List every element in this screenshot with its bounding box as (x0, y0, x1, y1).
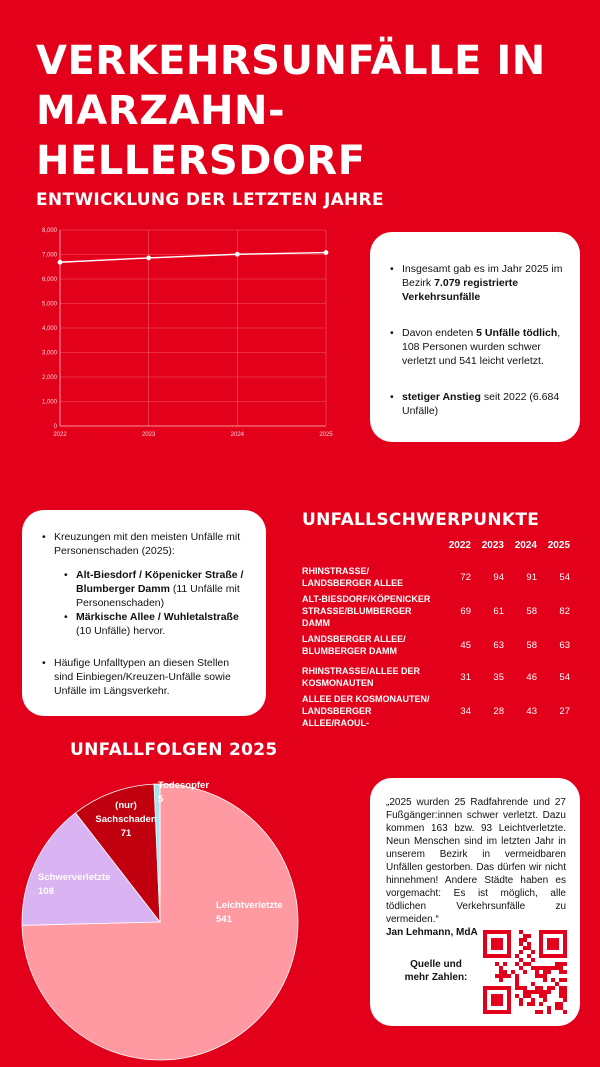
crossings-intro: • Kreuzungen mit den meisten Unfälle mit Personenschaden (2025): (42, 530, 248, 558)
y-tick-label: 7,000 (41, 252, 57, 259)
series-line (60, 253, 326, 263)
crossings-note: • Häufige Unfalltypen an diesen Stellen sind Einbiegen/Kreuzen-Unfälle sowie Unfälle im Längsverkehr. (42, 656, 248, 698)
y-tick-label: 5,000 (41, 301, 57, 308)
crossings-card (22, 510, 266, 716)
y-tick-label: 8,000 (41, 228, 57, 234)
qr-code-icon[interactable] (483, 930, 567, 1014)
crossing-item: • Märkische Allee / Wuhletalstraße (10 Unfälle) hervor. (64, 610, 248, 638)
crossings-list (42, 568, 248, 638)
y-tick-label: 4,000 (41, 326, 57, 332)
trend-bullets (390, 262, 568, 418)
table-row (302, 661, 570, 693)
year-header: 2025 (547, 540, 570, 551)
hotspot-value: 94 (493, 571, 504, 583)
y-tick-label: 2,000 (41, 375, 57, 381)
hotspot-name: ALLEE DER KOSMONAUTEN/ LANDSBERGER ALLEE/RAOUL- (302, 694, 430, 728)
hotspot-value: 27 (559, 705, 570, 717)
crossing-item: • Alt-Biesdorf / Köpenicker Straße / Blumberger Damm (11 Unfälle mit Personenschaden) (64, 568, 248, 610)
hotspot-value: 58 (526, 639, 537, 651)
hotspots-header-row (302, 540, 570, 561)
data-point (235, 252, 240, 257)
y-tick-label: 6,000 (41, 277, 57, 283)
pie-label: Todesopfer 5 (158, 780, 210, 805)
hotspot-name: LANDSBERGER ALLEE/ BLUMBERGER DAMM (302, 634, 406, 656)
hotspot-value: 43 (526, 705, 537, 717)
hotspot-value: 46 (526, 671, 537, 683)
pie-label: (nur) Sachschaden 71 (95, 800, 157, 839)
y-tick-label: 1,000 (41, 399, 57, 406)
pie-heading: UNFALLFOLGEN 2025 (70, 740, 278, 760)
hotspot-name: RHINSTRASSE/ LANDSBERGER ALLEE (302, 566, 404, 588)
hotspot-value: 63 (559, 639, 570, 651)
page-title (36, 36, 576, 186)
hotspot-name: ALT-BIESDORF/KÖPENICKER STRASSE/BLUMBERGER DAMM (302, 594, 431, 628)
y-tick-label: 0 (53, 424, 57, 430)
qr-code-graphic (483, 930, 567, 1014)
quote-author: Jan Lehmann, MdA (386, 927, 478, 938)
title-line-2: MARZAHN-HELLERSDORF (36, 88, 366, 184)
quote-text: „2025 wurden 25 Radfahrende und 27 Fußgänger:innen schwer verletzt. Dazu kommen 163 bzw. 93 Leichtverletzte. Neun Menschen sind im letzten Jahr in unserem Bezirk in vermeidbaren Unfällen gestorben. Das dürfen wir nicht hinnehmen! Andere Städte haben es vorgemacht: Es ist möglich, alle tödlichen Verkehrsunfälle zu vermeiden.“ (386, 797, 566, 925)
year-header: 2022 (448, 540, 471, 551)
year-header: 2023 (481, 540, 504, 551)
table-row (302, 693, 570, 729)
table-row (302, 561, 570, 593)
data-point (58, 260, 63, 265)
pie-chart (20, 772, 320, 1067)
y-tick-label: 3,000 (41, 350, 57, 357)
hotspot-value: 54 (559, 571, 570, 583)
source-label: Quelle und mehr Zahlen: (404, 959, 468, 983)
line-chart (30, 222, 340, 442)
table-row (302, 593, 570, 629)
trend-info-card (370, 232, 580, 442)
trend-heading: ENTWICKLUNG DER LETZTEN JAHRE (36, 190, 384, 210)
hotspots-table (302, 540, 570, 729)
x-tick-label: 2022 (53, 432, 67, 438)
hotspots-heading: UNFALLSCHWERPUNKTE (302, 510, 540, 530)
x-tick-label: 2024 (230, 432, 245, 438)
hotspot-value: 45 (460, 639, 471, 651)
year-header: 2024 (514, 540, 537, 551)
hotspot-value: 61 (493, 605, 504, 617)
hotspot-value: 54 (559, 671, 570, 683)
hotspot-value: 35 (493, 671, 504, 683)
pie-label: Leichtverletzte 541 (216, 900, 283, 925)
hotspot-name: RHINSTRASSE/ALLEE DER KOSMONAUTEN (302, 666, 421, 688)
hotspot-value: 63 (493, 639, 504, 651)
data-point (146, 256, 151, 261)
trend-bullet: • Insgesamt gab es im Jahr 2025 im Bezirk 7.079 registrierte Verkehrsunfälle (390, 262, 568, 304)
hotspot-value: 28 (493, 705, 504, 717)
title-line-1: VERKEHRSUNFÄLLE IN (36, 38, 546, 84)
table-row (302, 629, 570, 661)
hotspot-value: 34 (460, 705, 471, 717)
hotspot-value: 69 (460, 605, 471, 617)
hotspot-value: 91 (526, 571, 537, 583)
trend-bullet: • stetiger Anstieg seit 2022 (6.684 Unfälle) (390, 390, 568, 418)
hotspot-value: 82 (559, 605, 570, 617)
trend-bullet: • Davon endeten 5 Unfälle tödlich, 108 Personen wurden schwer verletzt und 541 leicht verletzt. (390, 326, 568, 368)
x-tick-label: 2025 (319, 432, 333, 438)
pie-label: Schwerverletzte 108 (38, 872, 111, 897)
hotspot-value: 31 (460, 671, 471, 683)
x-tick-label: 2023 (141, 432, 156, 438)
hotspot-value: 72 (460, 571, 471, 583)
hotspot-value: 58 (526, 605, 537, 617)
data-point (324, 250, 329, 255)
